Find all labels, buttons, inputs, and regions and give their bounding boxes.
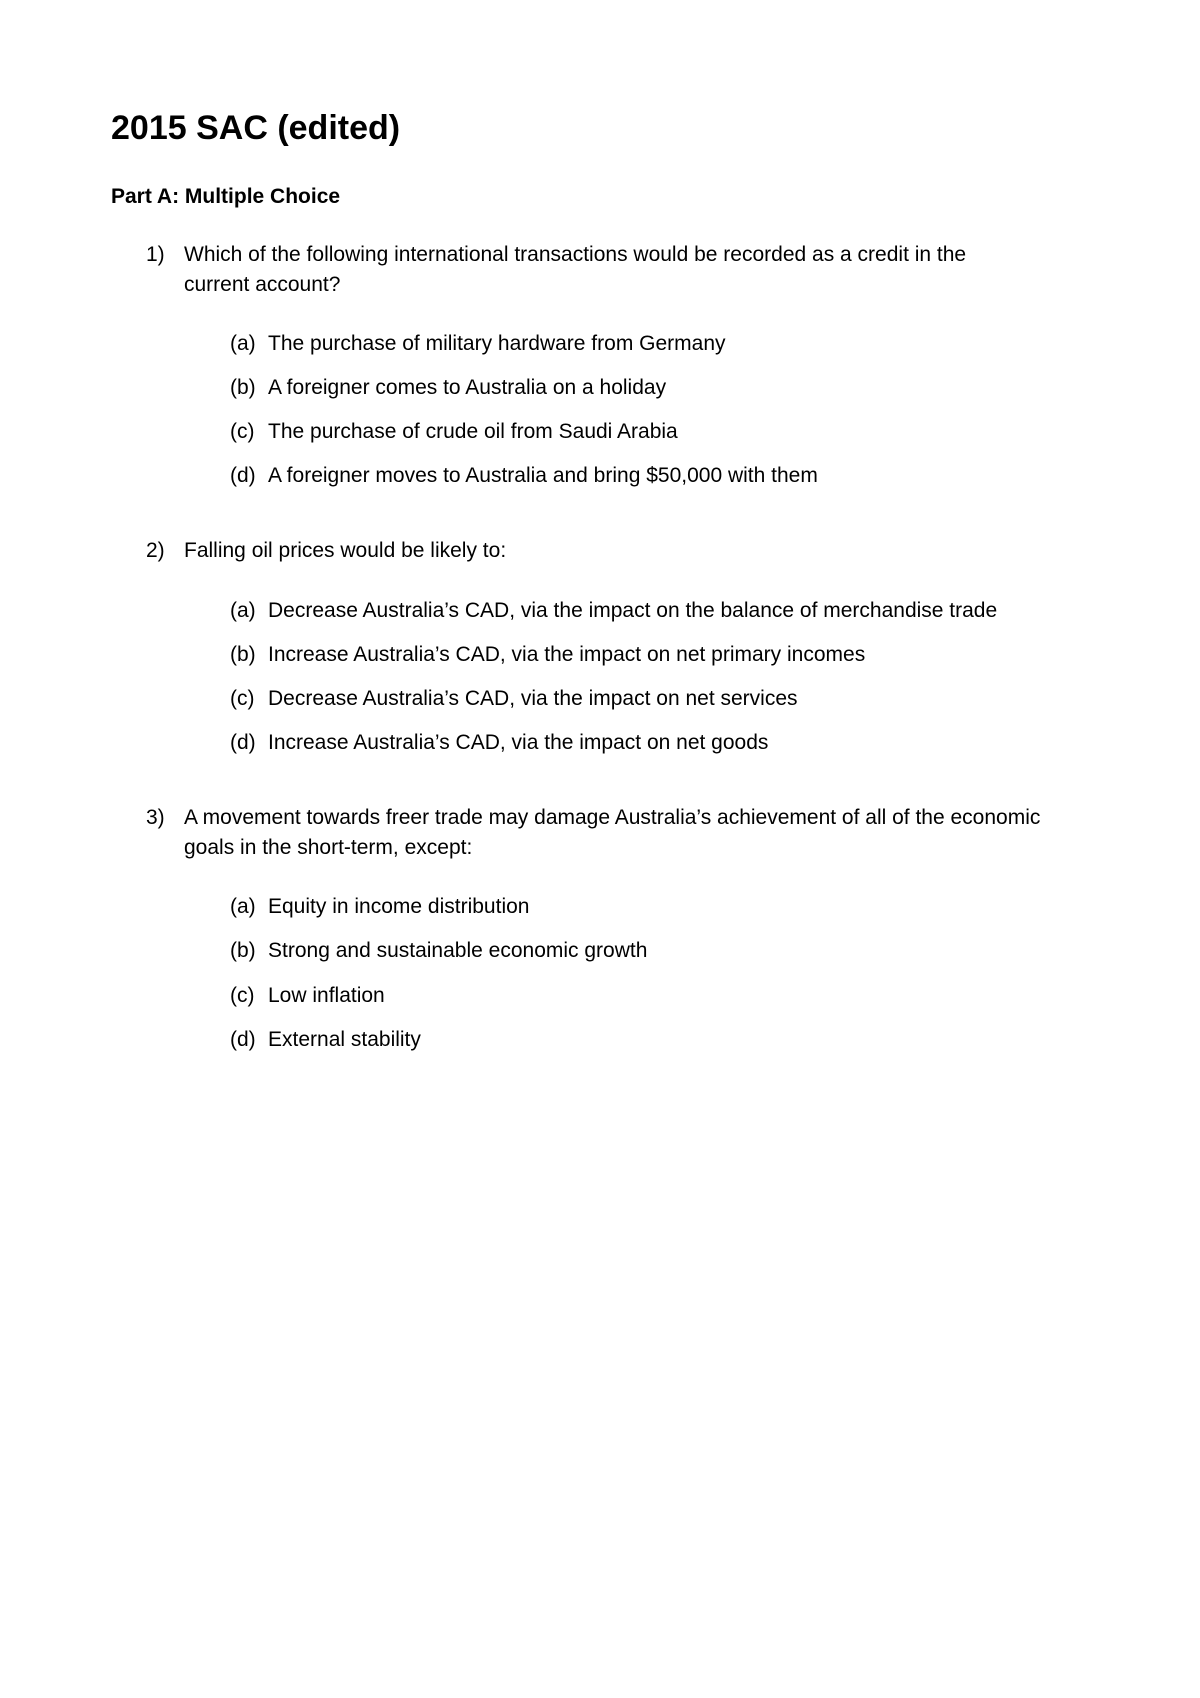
option-letter: (b) [230, 376, 256, 399]
question-1-stem-line-2: current account? [184, 273, 341, 296]
option-text: External stability [268, 1028, 421, 1051]
option-letter: (a) [230, 599, 256, 622]
option-letter: (d) [230, 731, 256, 754]
option-text: A foreigner comes to Australia on a holiday [268, 376, 667, 399]
option-text: Low inflation [268, 984, 385, 1007]
question-3-number: 3) [146, 806, 165, 829]
option-text: Increase Australia’s CAD, via the impact on net primary incomes [268, 643, 866, 666]
option-letter: (c) [230, 687, 255, 710]
option-text: Increase Australia’s CAD, via the impact on net goods [268, 731, 769, 754]
question-3-stem-line-1: A movement towards freer trade may damage Australia’s achievement of all of the economic [184, 806, 1041, 829]
option-text: Strong and sustainable economic growth [268, 939, 648, 962]
option-letter: (d) [230, 1028, 256, 1051]
option-letter: (a) [230, 895, 256, 918]
option-text: The purchase of military hardware from Germany [268, 332, 726, 355]
question-1-number: 1) [146, 243, 165, 266]
option-letter: (b) [230, 939, 256, 962]
option-letter: (d) [230, 464, 256, 487]
question-3-stem-line-2: goals in the short-term, except: [184, 836, 473, 859]
section-heading: Part A: Multiple Choice [111, 185, 341, 208]
option-letter: (c) [230, 984, 255, 1007]
question-2-stem-line-1: Falling oil prices would be likely to: [184, 539, 507, 562]
option-text: Decrease Australia’s CAD, via the impact on net services [268, 687, 798, 710]
option-letter: (b) [230, 643, 256, 666]
option-text: Equity in income distribution [268, 895, 530, 918]
question-2-number: 2) [146, 539, 165, 562]
option-letter: (c) [230, 420, 255, 443]
option-text: Decrease Australia’s CAD, via the impact on the balance of merchandise trade [268, 599, 998, 622]
document-title: 2015 SAC (edited) [111, 109, 401, 147]
option-text: The purchase of crude oil from Saudi Arabia [268, 420, 678, 443]
question-1-stem-line-1: Which of the following international transactions would be recorded as a credit in the [184, 243, 967, 266]
option-text: A foreigner moves to Australia and bring $50,000 with them [268, 464, 818, 487]
option-letter: (a) [230, 332, 256, 355]
